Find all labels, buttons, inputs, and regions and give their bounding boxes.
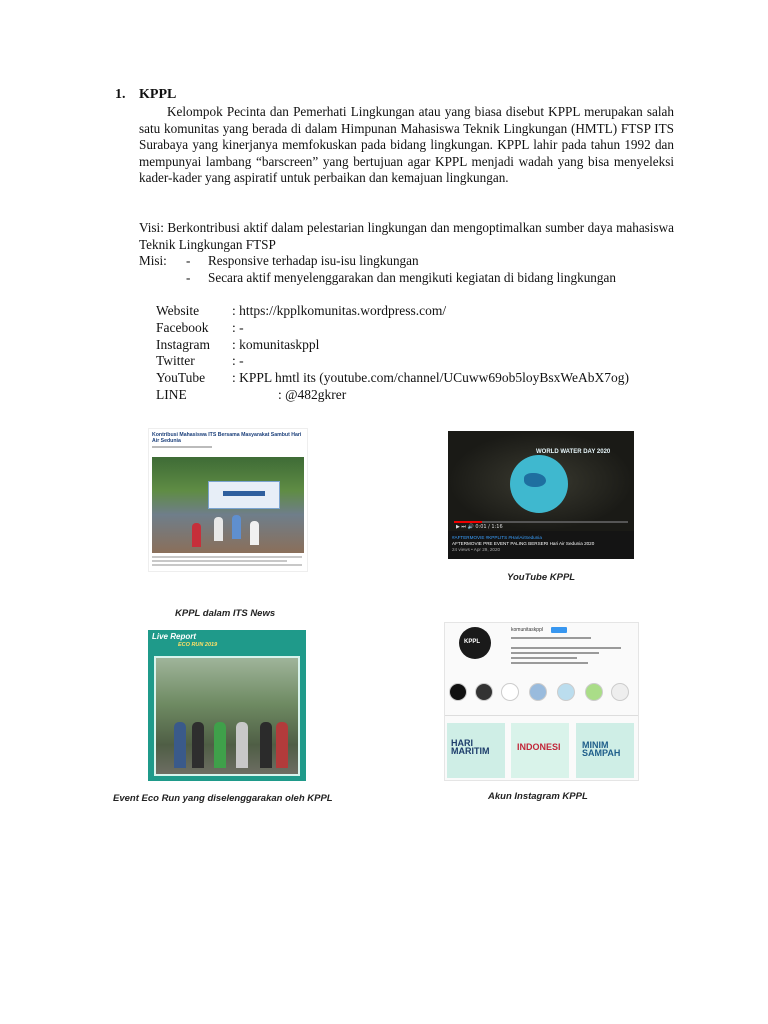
person: [214, 722, 226, 768]
person: [250, 521, 259, 545]
profile-bio: [511, 647, 621, 667]
person: [214, 517, 223, 541]
video-overlay-text: WORLD WATER DAY 2020: [536, 449, 611, 455]
youtube-screenshot: [448, 431, 634, 559]
ig-post[interactable]: INDONESI: [511, 723, 569, 778]
person: [174, 722, 186, 768]
contact-instagram: [156, 336, 320, 354]
misi-item: Responsive terhadap isu-isu lingkungan: [208, 253, 419, 268]
misi-bullet: -: [186, 269, 191, 285]
misi-row: [139, 253, 419, 270]
eco-run-label: ECO RUN 2019: [178, 642, 218, 648]
contact-key: Instagram: [156, 336, 210, 352]
story-highlight[interactable]: [501, 683, 519, 701]
news-photo: [152, 457, 304, 553]
misi-label: Misi:: [139, 253, 167, 268]
eco-run-caption: Event Eco Run yang diselenggarakan oleh KPPL: [113, 793, 333, 804]
live-report-label: Live Report: [152, 632, 197, 641]
person: [232, 515, 241, 539]
person: [192, 523, 201, 547]
contact-twitter: [156, 353, 244, 370]
contact-value: : -: [232, 319, 244, 335]
contact-key: Facebook: [156, 319, 209, 335]
contact-key: YouTube: [156, 370, 206, 386]
contact-line: [156, 386, 347, 404]
story-highlight[interactable]: [611, 683, 629, 701]
video-progress[interactable]: [454, 521, 628, 523]
follow-button[interactable]: [551, 627, 567, 633]
contact-key: Website: [156, 303, 200, 318]
section-title: KPPL: [139, 87, 177, 102]
video-tags: #AFTERMOVIE #KPPLITS #HariAirSedunia: [452, 535, 542, 540]
misi-item: Secara aktif menyelenggarakan dan mengikuti kegiatan di bidang lingkungan: [208, 269, 616, 285]
video-controls[interactable]: ▶ ⏭ 🔊 0:01 / 1:16: [456, 524, 503, 530]
contact-value: : komunitaskppl: [232, 336, 320, 352]
profile-avatar: KPPL: [459, 627, 491, 659]
story-highlight[interactable]: [557, 683, 575, 701]
misi-bullet: -: [186, 253, 191, 268]
section-heading: [115, 87, 176, 103]
contact-value: : KPPL hmtl its (youtube.com/channel/UCuww69ob5loyBsxWeAbX7og): [232, 370, 630, 386]
story-highlight[interactable]: [475, 683, 493, 701]
video-title: AFTERMOVIE PRE EVENT PALING BERSERI Hari Air Sedunia 2020: [452, 541, 595, 546]
video-meta: 24 views • Apr 29, 2020: [452, 547, 501, 552]
ig-post[interactable]: HARI MARITIM: [447, 723, 505, 778]
person: [260, 722, 272, 768]
video-info: [452, 535, 630, 553]
ig-post[interactable]: MINIM SAMPAH: [576, 723, 634, 778]
instagram-caption: Akun Instagram KPPL: [488, 791, 588, 802]
contact-value: : @482gkrer: [278, 386, 347, 402]
person: [192, 722, 204, 768]
story-highlight[interactable]: [585, 683, 603, 701]
intro-paragraph: Kelompok Pecinta dan Pemerhati Lingkungan atau yang biasa disebut KPPL merupakan salah satu komunitas yang berada di dalam Himpunan Mahasiswa Teknik Lingkungan (HMTL) FTSP ITS Surabaya yang kinerjanya memfokuskan pada bidang lingkungan. KPPL lahir pada tahun 1992 dan mempunyai lambang “barscreen” yang bertujuan agar KPPL menjadi wadah yang bisa menyeleksi kader-kader yang aspiratif untuk perbaikan dan kemajuan lingkungan.: [139, 104, 674, 185]
person: [236, 722, 248, 768]
its-news-screenshot: [148, 428, 308, 572]
contact-facebook: [156, 319, 244, 337]
news-headline: Kontribusi Mahasiswa ITS Bersama Masyarakat Sambut Hari Air Sedunia: [152, 432, 302, 444]
eco-run-image: [154, 656, 300, 776]
eco-run-photo: [148, 630, 306, 781]
news-meta: [152, 446, 212, 448]
contact-key: Twitter: [156, 353, 195, 369]
instagram-screenshot: [444, 622, 639, 781]
contact-youtube: [156, 370, 630, 387]
contact-value[interactable]: : https://kpplkomunitas.wordpress.com/: [232, 303, 447, 318]
video-frame: [448, 431, 634, 531]
profile-tabs[interactable]: [445, 715, 638, 716]
contact-website: [156, 303, 447, 320]
contact-key: LINE: [156, 386, 187, 402]
visi-paragraph: Visi: Berkontribusi aktif dalam pelestarian lingkungan dan mengoptimalkan sumber daya mahasiswa Teknik Lingkungan FTSP: [139, 220, 674, 252]
its-news-caption: KPPL dalam ITS News: [175, 608, 276, 619]
section-number: 1.: [115, 87, 126, 102]
globe-icon: [510, 455, 568, 513]
story-highlight[interactable]: [449, 683, 467, 701]
contact-value: : -: [232, 353, 244, 369]
story-highlight[interactable]: [529, 683, 547, 701]
video-time: 0:01 / 1:16: [475, 524, 503, 530]
contact-list: [156, 303, 630, 404]
person: [276, 722, 288, 768]
event-banner: [208, 481, 280, 509]
news-body-text: [152, 556, 302, 568]
profile-stats: [511, 637, 591, 642]
youtube-caption: YouTube KPPL: [507, 572, 576, 583]
ig-username: komunitaskppl: [511, 627, 543, 633]
